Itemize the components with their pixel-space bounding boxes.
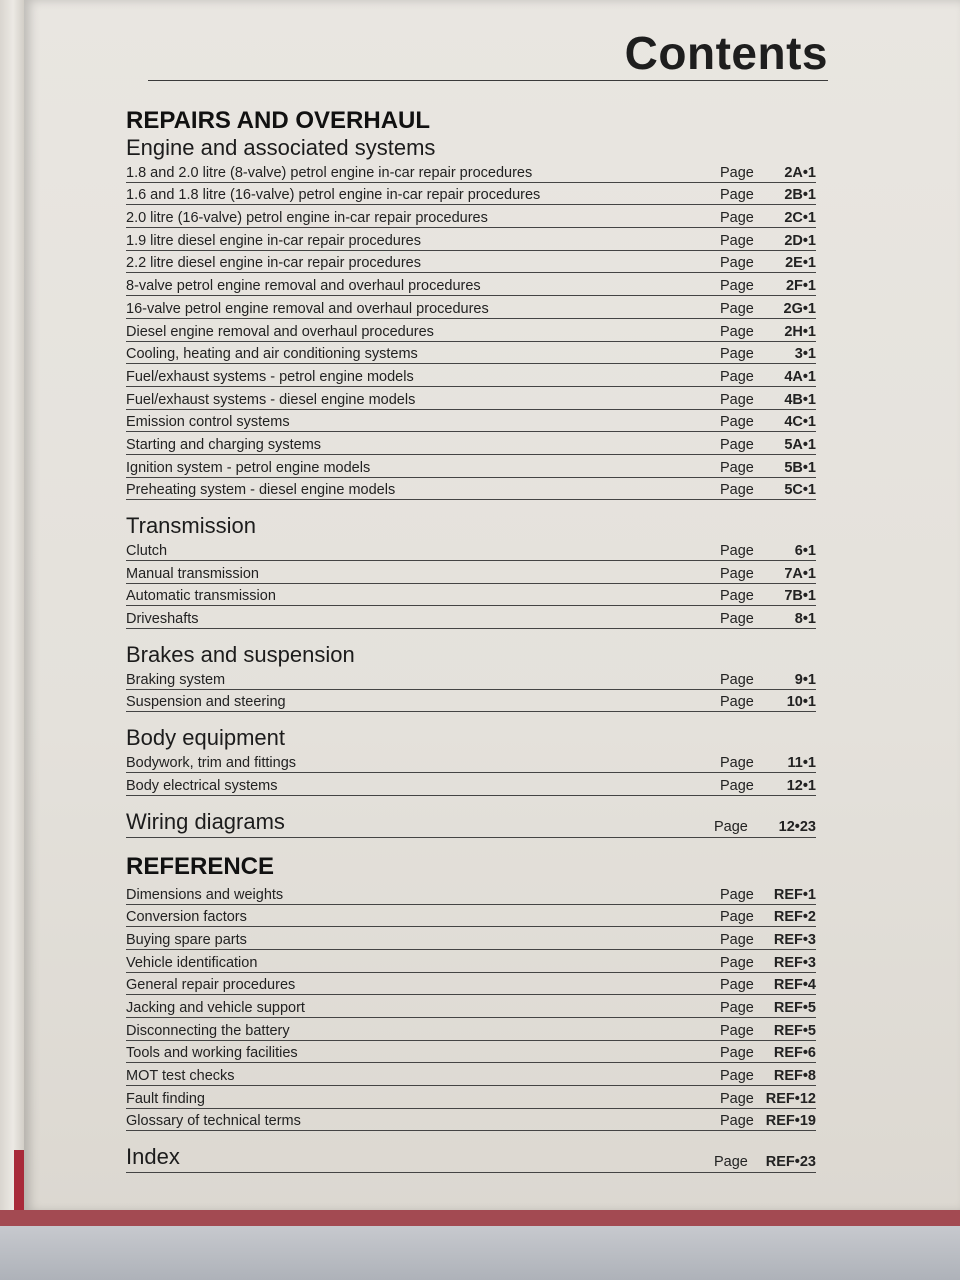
- page-word: Page: [720, 909, 754, 926]
- page-number: REF•19: [765, 1113, 816, 1130]
- toc-label: Jacking and vehicle support: [126, 999, 305, 1016]
- page-number: 4A•1: [784, 368, 816, 385]
- toc-row[interactable]: [126, 273, 816, 296]
- page-number: REF•8: [773, 1068, 816, 1084]
- toc-label: Clutch: [126, 543, 168, 559]
- page-number: REF•1: [773, 886, 816, 903]
- page-number: 2B•1: [784, 187, 816, 204]
- table-surface: [0, 1226, 960, 1280]
- repairs-heading: REPAIRS AND OVERHAUL: [126, 107, 431, 134]
- toc-row[interactable]: [126, 1018, 816, 1041]
- toc-label: 1.6 and 1.8 litre (16-valve) petrol engine in-car repair procedures: [126, 187, 541, 204]
- page-number: REF•12: [765, 1090, 816, 1107]
- page-word: Page: [720, 694, 754, 711]
- toc-label: Ignition system - petrol engine models: [126, 459, 371, 476]
- page-word: Page: [720, 187, 754, 204]
- toc-row[interactable]: [126, 319, 816, 342]
- page-word: Page: [720, 414, 754, 431]
- page-number: 2A•1: [784, 164, 816, 181]
- toc-label: Glossary of technical terms: [126, 1113, 301, 1130]
- toc-row[interactable]: [126, 478, 816, 501]
- wiring-diagrams-row[interactable]: [126, 808, 816, 838]
- page-number: 6•1: [794, 543, 816, 559]
- page-number: 5C•1: [784, 482, 816, 499]
- page-number: 9•1: [794, 671, 816, 688]
- toc-label: Suspension and steering: [126, 694, 286, 711]
- page-number: 2H•1: [784, 323, 816, 340]
- cover-edge: [14, 1150, 24, 1212]
- toc-row[interactable]: [126, 538, 816, 561]
- page-number: REF•4: [773, 977, 816, 994]
- page-number: 7B•1: [784, 588, 816, 605]
- toc-label: Dimensions and weights: [126, 886, 284, 903]
- toc-row[interactable]: [126, 750, 816, 773]
- toc-row[interactable]: [126, 973, 816, 996]
- toc-row[interactable]: [126, 296, 816, 319]
- toc-label: Bodywork, trim and fittings: [126, 755, 297, 772]
- page-number: 2E•1: [785, 255, 816, 272]
- toc-label: Preheating system - diesel engine models: [126, 482, 396, 499]
- page-word: Page: [720, 210, 754, 227]
- page-number: 2C•1: [784, 210, 816, 227]
- section-rows: [126, 160, 816, 500]
- page-number: REF•6: [773, 1045, 816, 1062]
- page-word: Page: [720, 671, 754, 688]
- toc-row[interactable]: [126, 561, 816, 584]
- toc-label: Fault finding: [126, 1090, 205, 1107]
- page-number: 4B•1: [784, 391, 816, 408]
- toc-label: Tools and working facilities: [126, 1045, 298, 1062]
- page-word: Page: [720, 482, 754, 499]
- toc-row[interactable]: [126, 455, 816, 478]
- page-number: 12•23: [778, 818, 816, 835]
- page-number: 12•1: [786, 777, 816, 794]
- page-number: 8•1: [794, 611, 816, 628]
- toc-label: Body electrical systems: [126, 777, 278, 794]
- page-number: 2F•1: [785, 278, 816, 295]
- page-number: 10•1: [786, 694, 816, 711]
- toc-row[interactable]: [126, 432, 816, 455]
- reference-rows: [126, 882, 816, 1132]
- section-title: Engine and associated systems: [126, 135, 436, 160]
- section-rows: [126, 750, 816, 795]
- toc-row[interactable]: [126, 690, 816, 713]
- section-rows: [126, 538, 816, 629]
- page-number: 5A•1: [784, 436, 816, 453]
- toc-label: 1.9 litre diesel engine in-car repair procedures: [126, 232, 421, 249]
- page-number: REF•5: [773, 1022, 816, 1039]
- toc-row[interactable]: [126, 905, 816, 928]
- toc-label: Disconnecting the battery: [126, 1022, 290, 1039]
- toc-label: 2.0 litre (16-valve) petrol engine in-car repair procedures: [126, 210, 488, 227]
- page-number: REF•2: [773, 909, 816, 926]
- toc-label: Braking system: [126, 671, 226, 688]
- toc-row[interactable]: [126, 1063, 816, 1086]
- toc-label: 2.2 litre diesel engine in-car repair procedures: [126, 255, 421, 272]
- page-word: Page: [720, 323, 754, 340]
- page-word: Page: [720, 436, 754, 453]
- toc-label: Cooling, heating and air conditioning systems: [126, 346, 418, 363]
- page-number: REF•23: [765, 1154, 816, 1171]
- page-number: 2G•1: [783, 300, 816, 317]
- toc-row[interactable]: [126, 387, 816, 410]
- page-word: Page: [720, 1068, 754, 1084]
- toc-label: General repair procedures: [126, 977, 296, 994]
- page-word: Page: [720, 1045, 754, 1062]
- page-word: Page: [720, 543, 754, 559]
- toc-label: Fuel/exhaust systems - petrol engine models: [126, 368, 414, 385]
- toc-row[interactable]: [126, 773, 816, 796]
- section-title: Brakes and suspension: [126, 642, 355, 668]
- toc-row[interactable]: [126, 882, 816, 905]
- reference-heading: REFERENCE: [126, 852, 275, 880]
- index-label: Index: [126, 1144, 180, 1170]
- page-word: Page: [720, 977, 754, 994]
- page-number: 4C•1: [784, 414, 816, 431]
- toc-row[interactable]: [126, 1109, 816, 1132]
- toc-row[interactable]: [126, 205, 816, 228]
- page-number: 3•1: [794, 346, 816, 363]
- page-word: Page: [720, 1113, 754, 1130]
- toc-row[interactable]: [126, 950, 816, 973]
- page-word: Page: [720, 954, 754, 971]
- toc-row[interactable]: [126, 251, 816, 274]
- page-word: Page: [720, 886, 754, 903]
- table-of-contents: [126, 104, 816, 1173]
- toc-row[interactable]: [126, 342, 816, 365]
- page-word: Page: [720, 611, 754, 628]
- toc-row[interactable]: [126, 1041, 816, 1064]
- title-rule: [148, 80, 828, 81]
- toc-label: 8-valve petrol engine removal and overhaul procedures: [126, 278, 481, 295]
- index-row[interactable]: [126, 1143, 816, 1173]
- page-word: Page: [720, 391, 754, 408]
- toc-label: Conversion factors: [126, 909, 247, 926]
- page-word: Page: [720, 300, 754, 317]
- section-title: Transmission: [126, 513, 256, 539]
- page-number: REF•3: [773, 954, 816, 971]
- toc-row[interactable]: [126, 1086, 816, 1109]
- toc-label: Manual transmission: [126, 565, 259, 582]
- page-number: 5B•1: [784, 459, 816, 476]
- toc-row[interactable]: [126, 667, 816, 690]
- page-word: Page: [720, 588, 754, 605]
- toc-row[interactable]: [126, 160, 816, 183]
- section-rows: [126, 667, 816, 712]
- page-word: Page: [714, 818, 748, 835]
- page-word: Page: [720, 1022, 754, 1039]
- wiring-diagrams-label: Wiring diagrams: [126, 808, 285, 834]
- page-word: Page: [720, 565, 754, 582]
- toc-label: Automatic transmission: [126, 588, 276, 605]
- toc-label: 16-valve petrol engine removal and overhaul procedures: [126, 300, 489, 317]
- page-number: 7A•1: [784, 565, 816, 582]
- page-title: Contents: [624, 27, 828, 79]
- page-word: Page: [720, 278, 754, 295]
- page-word: Page: [720, 459, 754, 476]
- page-word: Page: [720, 931, 754, 948]
- page-word: Page: [720, 232, 754, 249]
- page-word: Page: [720, 346, 754, 363]
- page-word: Page: [720, 777, 754, 794]
- page-number: 11•1: [787, 755, 816, 772]
- toc-row[interactable]: [126, 228, 816, 251]
- page-word: Page: [720, 164, 754, 181]
- page-number: REF•5: [773, 999, 816, 1016]
- toc-row[interactable]: [126, 606, 816, 629]
- toc-label: Buying spare parts: [126, 931, 247, 948]
- toc-label: MOT test checks: [126, 1068, 235, 1084]
- toc-label: Emission control systems: [126, 414, 290, 431]
- toc-row[interactable]: [126, 410, 816, 433]
- toc-row[interactable]: [126, 183, 816, 206]
- page-word: Page: [720, 1090, 754, 1107]
- toc-label: Fuel/exhaust systems - diesel engine models: [126, 391, 416, 408]
- page-word: Page: [714, 1154, 748, 1171]
- book-spine: [0, 0, 25, 1215]
- toc-row[interactable]: [126, 927, 816, 950]
- toc-label: Starting and charging systems: [126, 436, 322, 453]
- toc-label: Diesel engine removal and overhaul procedures: [126, 323, 434, 340]
- page-word: Page: [720, 368, 754, 385]
- section-title: Body equipment: [126, 725, 285, 751]
- toc-row[interactable]: [126, 995, 816, 1018]
- page-number: 2D•1: [784, 232, 816, 249]
- toc-label: Vehicle identification: [126, 954, 258, 971]
- toc-row[interactable]: [126, 364, 816, 387]
- page-number: REF•3: [773, 931, 816, 948]
- page-word: Page: [720, 255, 754, 272]
- toc-row[interactable]: [126, 584, 816, 607]
- toc-label: Driveshafts: [126, 611, 199, 628]
- toc-label: 1.8 and 2.0 litre (8-valve) petrol engine in-car repair procedures: [126, 164, 533, 181]
- page-word: Page: [720, 999, 754, 1016]
- page-word: Page: [720, 755, 754, 772]
